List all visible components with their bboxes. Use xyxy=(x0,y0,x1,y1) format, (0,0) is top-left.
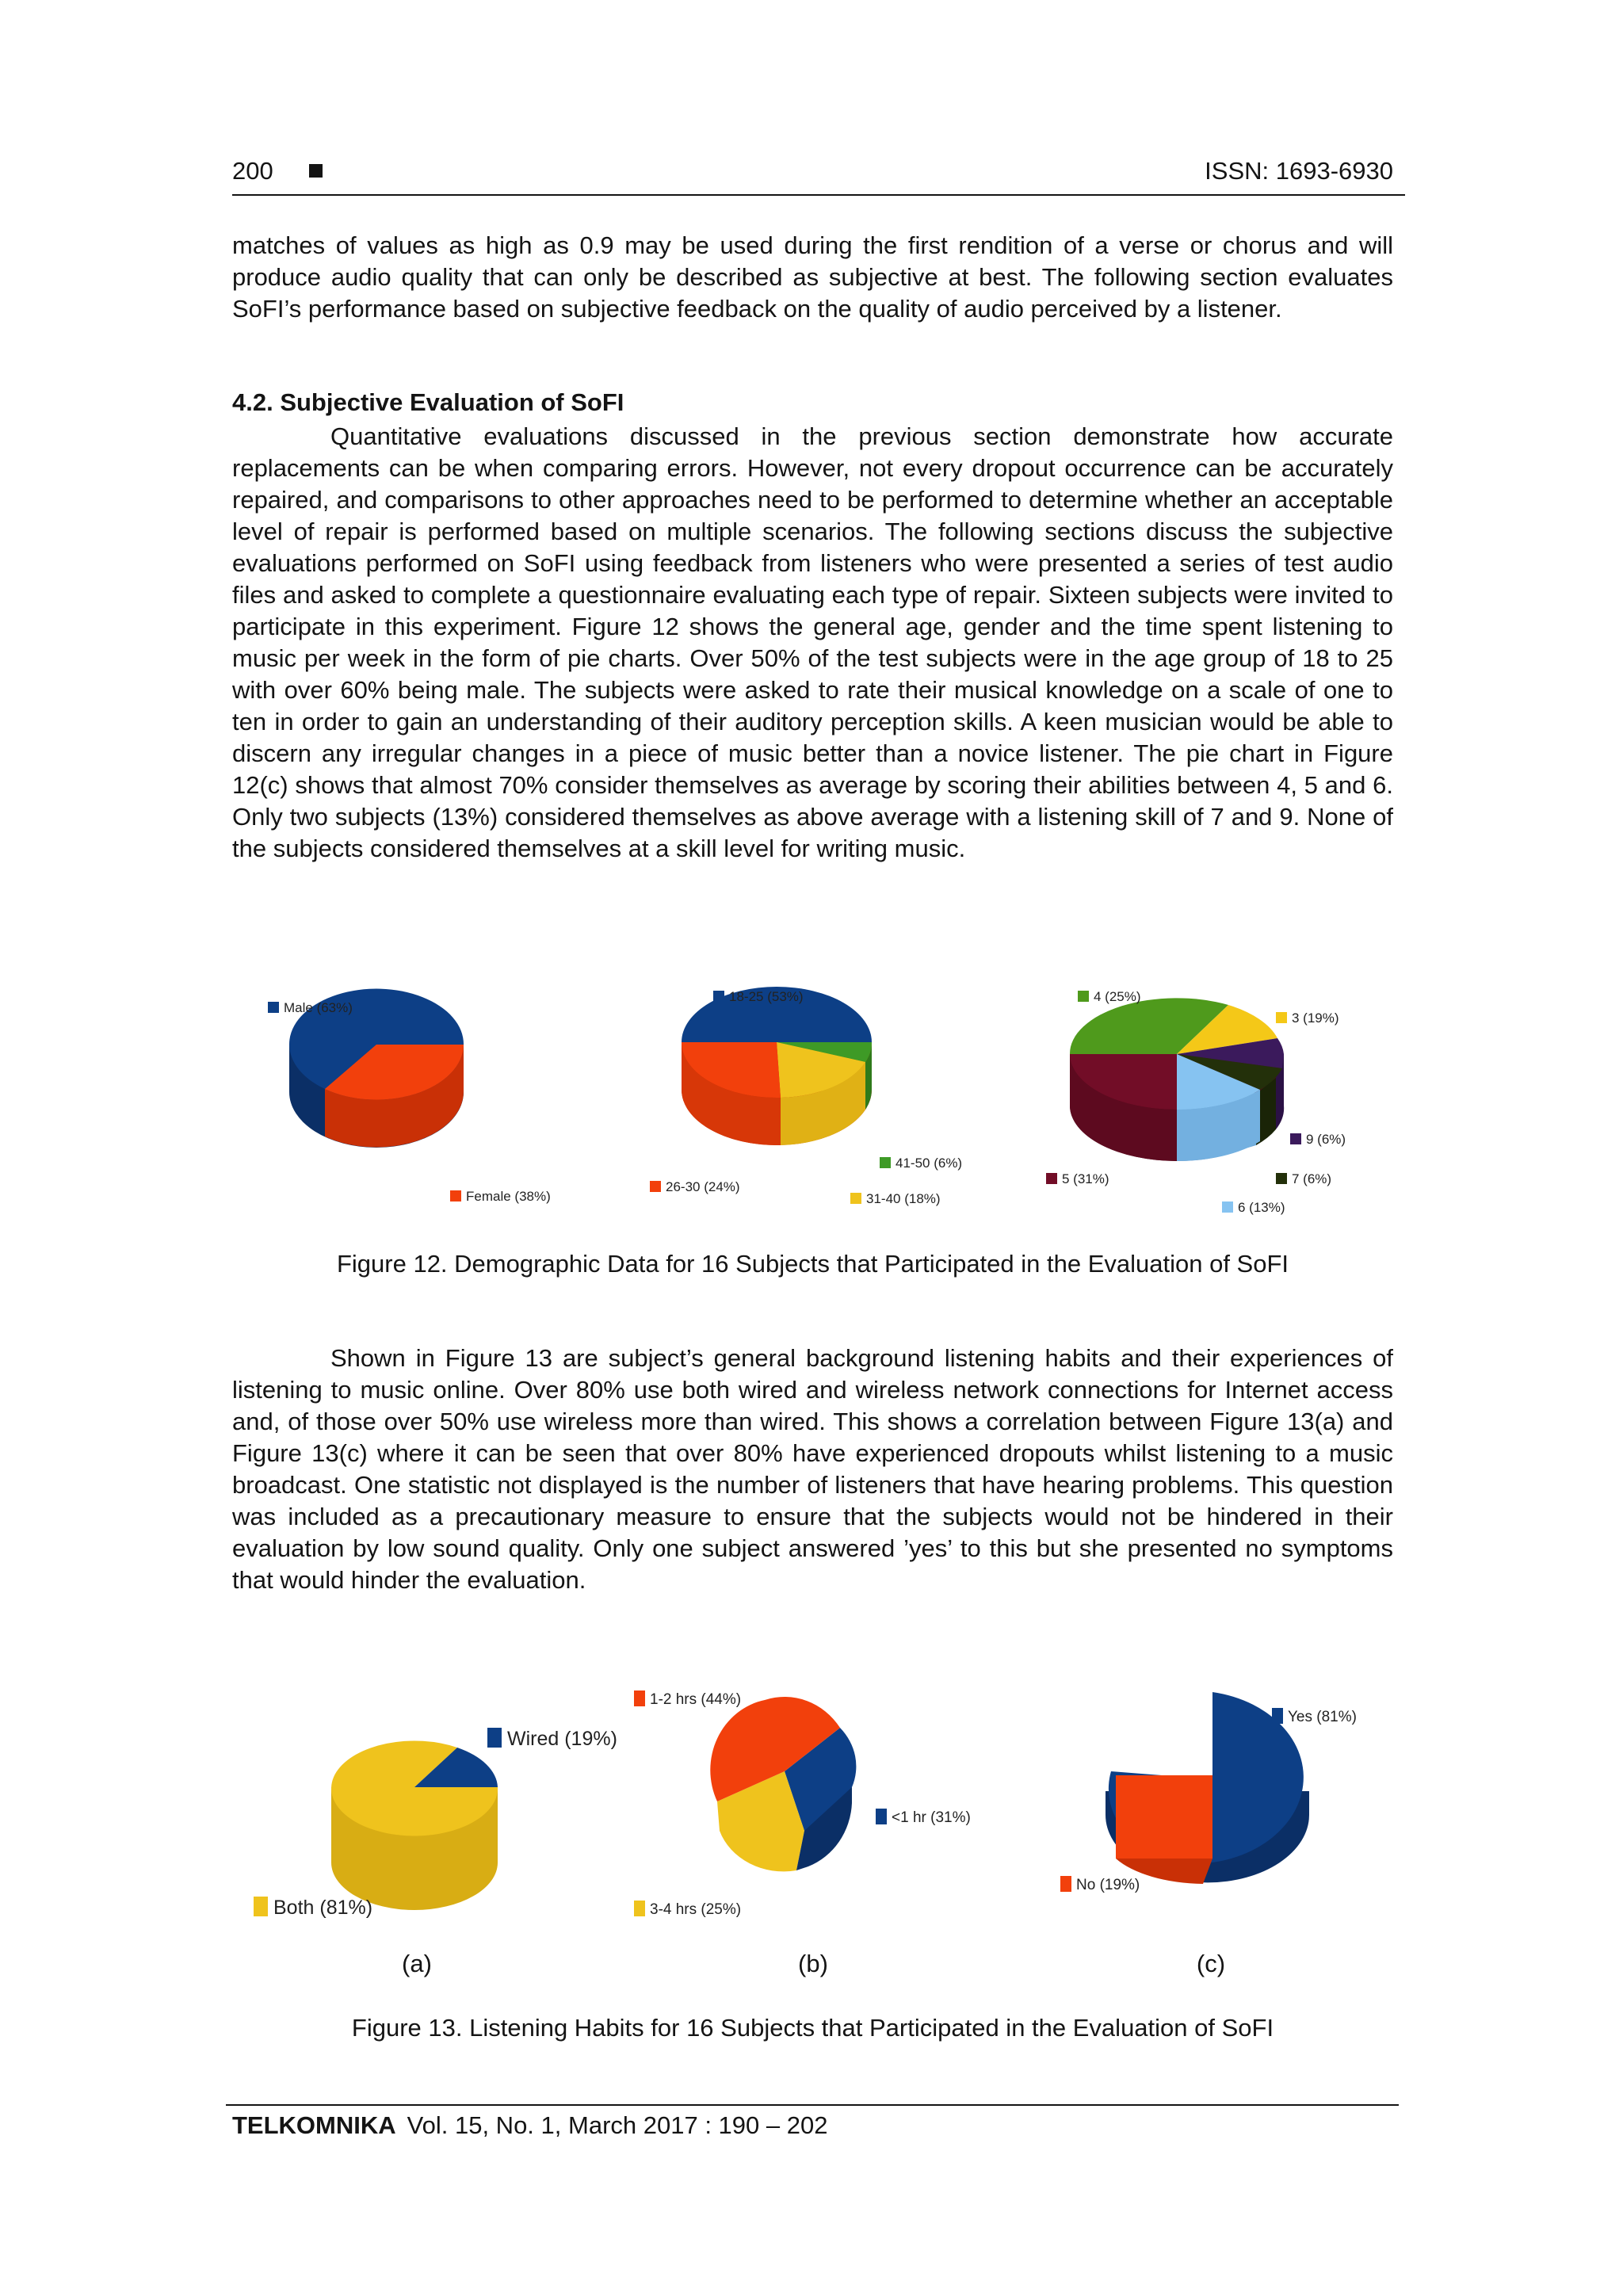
legend-label-26-30: 26-30 (24%) xyxy=(666,1179,740,1194)
paragraph-listening-habits: Shown in Figure 13 are subject’s general background listening habits and their experiences of listening to music online. Over 80% use both wired and wireless network connections for Internet access and, of those over 50% use wireless more than wired. This shows a correlation between Figure 13(a) and Figure 13(c) where it can be seen that over 80% have experienced dropouts whilst listening to a music broadcast. One statistic not displayed is the number of listeners that have hearing problems. This question was included as a precautionary measure to ensure that the subjects would not be hindered in their evaluation by low sound quality. Only one subject answered ’yes’ to this but she presented no symptoms that would hinder the evaluation. xyxy=(232,1344,1393,1594)
journal-name: TELKOMNIKA xyxy=(232,2111,396,2139)
legend-swatch-1-2hrs xyxy=(634,1690,645,1706)
legend-label-9: 9 (6%) xyxy=(1306,1132,1346,1147)
paragraph-intro: matches of values as high as 0.9 may be used during the first rendition of a verse or chorus and will produce audio quality that can only be described as subjective at best. The following section evaluates SoFI’s performance based on subjective feedback on the quality of audio perceived by a listener. xyxy=(232,231,1393,323)
legend-swatch-31-40 xyxy=(850,1193,861,1204)
pie-chart-hours xyxy=(634,1690,971,1918)
pie-chart-dropouts xyxy=(1060,1692,1361,1908)
legend-swatch-3-4hrs xyxy=(634,1901,645,1916)
legend-swatch-7 xyxy=(1276,1173,1287,1184)
legend-label-male: Male (63%) xyxy=(284,1000,353,1015)
legend-swatch-26-30 xyxy=(650,1181,661,1192)
legend-label-female: Female (38%) xyxy=(466,1189,551,1204)
legend-label-1-2hrs: 1-2 hrs (44%) xyxy=(650,1691,742,1708)
legend-label-3-4hrs: 3-4 hrs (25%) xyxy=(650,1901,742,1918)
legend-swatch-18-25 xyxy=(713,991,724,1002)
issn-label: ISSN: 1693-6930 xyxy=(1205,157,1393,185)
legend-swatch-wired xyxy=(487,1728,502,1748)
legend-swatch-41-50 xyxy=(880,1157,891,1168)
pie-chart-skill xyxy=(1046,989,1346,1215)
pie-chart-age xyxy=(650,987,962,1206)
journal-citation: Vol. 15, No. 1, March 2017 : 190 – 202 xyxy=(407,2111,828,2139)
figure-13-charts xyxy=(238,1676,1403,1930)
figure-13-caption: Figure 13. Listening Habits for 16 Subjects that Participated in the Evaluation of SoFI xyxy=(351,2014,1274,2042)
legend-label-under-1hr: <1 hr (31%) xyxy=(892,1809,971,1826)
pie-slice-no xyxy=(1116,1775,1212,1859)
header-rule xyxy=(232,194,1405,196)
pie-chart-gender xyxy=(268,989,551,1204)
legend-label-41-50: 41-50 (6%) xyxy=(896,1156,963,1171)
page-number: 200 xyxy=(232,157,273,185)
legend-label-wired: Wired (19%) xyxy=(507,1728,617,1750)
legend-swatch-3 xyxy=(1276,1012,1287,1023)
pie-chart-connection xyxy=(254,1728,617,1919)
legend-swatch-6 xyxy=(1222,1201,1233,1213)
legend-label-18-25: 18-25 (53%) xyxy=(729,989,804,1004)
figure-13-label-a: (a) xyxy=(402,1950,432,1977)
legend-label-7: 7 (6%) xyxy=(1292,1171,1332,1186)
footer xyxy=(232,2111,827,2140)
legend-swatch-9 xyxy=(1290,1133,1301,1144)
legend-label-5: 5 (31%) xyxy=(1062,1171,1109,1186)
legend-swatch-female xyxy=(450,1190,461,1201)
legend-swatch-male xyxy=(268,1002,279,1013)
legend-swatch-4 xyxy=(1078,991,1089,1002)
legend-swatch-no xyxy=(1060,1876,1071,1892)
legend-swatch-under-1hr xyxy=(876,1809,887,1824)
paragraph-subjective-evaluation: Quantitative evaluations discussed in the previous section demonstrate how accurate replacements can be when comparing errors. However, not every dropout occurrence can be accurately repaired, and comparisons to other approaches need to be performed to determine whether an acceptable level of repair is performed based on multiple scenarios. The following sections discuss the subjective evaluations performed on SoFI using feedback from listeners who were presented a series of test audio files and asked to complete a questionnaire evaluating each type of repair. Sixteen subjects were invited to participate in this experiment. Figure 12 shows the general age, gender and the time spent listening to music per week in the form of pie charts. Over 50% of the test subjects were in the age group of 18 to 25 with over 60% being male. The subjects were asked to rate their musical knowledge on a scale of one to ten in order to gain an understanding of their auditory perception skills. A keen musician would be able to discern any irregular changes in a piece of music better than a novice listener. The pie chart in Figure 12(c) shows that almost 70% consider themselves as average by scoring their abilities between 4, 5 and 6. Only two subjects (13%) considered themselves as above average with a listening skill of 7 and 9. None of the subjects considered themselves at a skill level for writing music. xyxy=(232,422,1393,862)
legend-swatch-yes xyxy=(1272,1708,1283,1724)
legend-label-31-40: 31-40 (18%) xyxy=(866,1191,941,1206)
figure-12-caption: Figure 12. Demographic Data for 16 Subjects that Participated in the Evaluation of SoFI xyxy=(336,1250,1289,1278)
section-heading: 4.2. Subjective Evaluation of SoFI xyxy=(232,388,624,416)
legend-label-4: 4 (25%) xyxy=(1094,989,1141,1004)
header-square-icon xyxy=(309,164,323,178)
legend-label-no: No (19%) xyxy=(1076,1877,1140,1893)
legend-label-6: 6 (13%) xyxy=(1238,1200,1285,1215)
figure-13-label-b: (b) xyxy=(798,1950,828,1977)
figure-13-label-c: (c) xyxy=(1196,1950,1226,1977)
legend-label-both: Both (81%) xyxy=(273,1897,373,1919)
legend-swatch-both xyxy=(254,1897,268,1916)
legend-label-yes: Yes (81%) xyxy=(1288,1709,1357,1725)
legend-swatch-5 xyxy=(1046,1173,1057,1184)
figure-12-charts xyxy=(254,975,1403,1236)
legend-label-3: 3 (19%) xyxy=(1292,1010,1339,1026)
footer-rule xyxy=(226,2104,1399,2106)
